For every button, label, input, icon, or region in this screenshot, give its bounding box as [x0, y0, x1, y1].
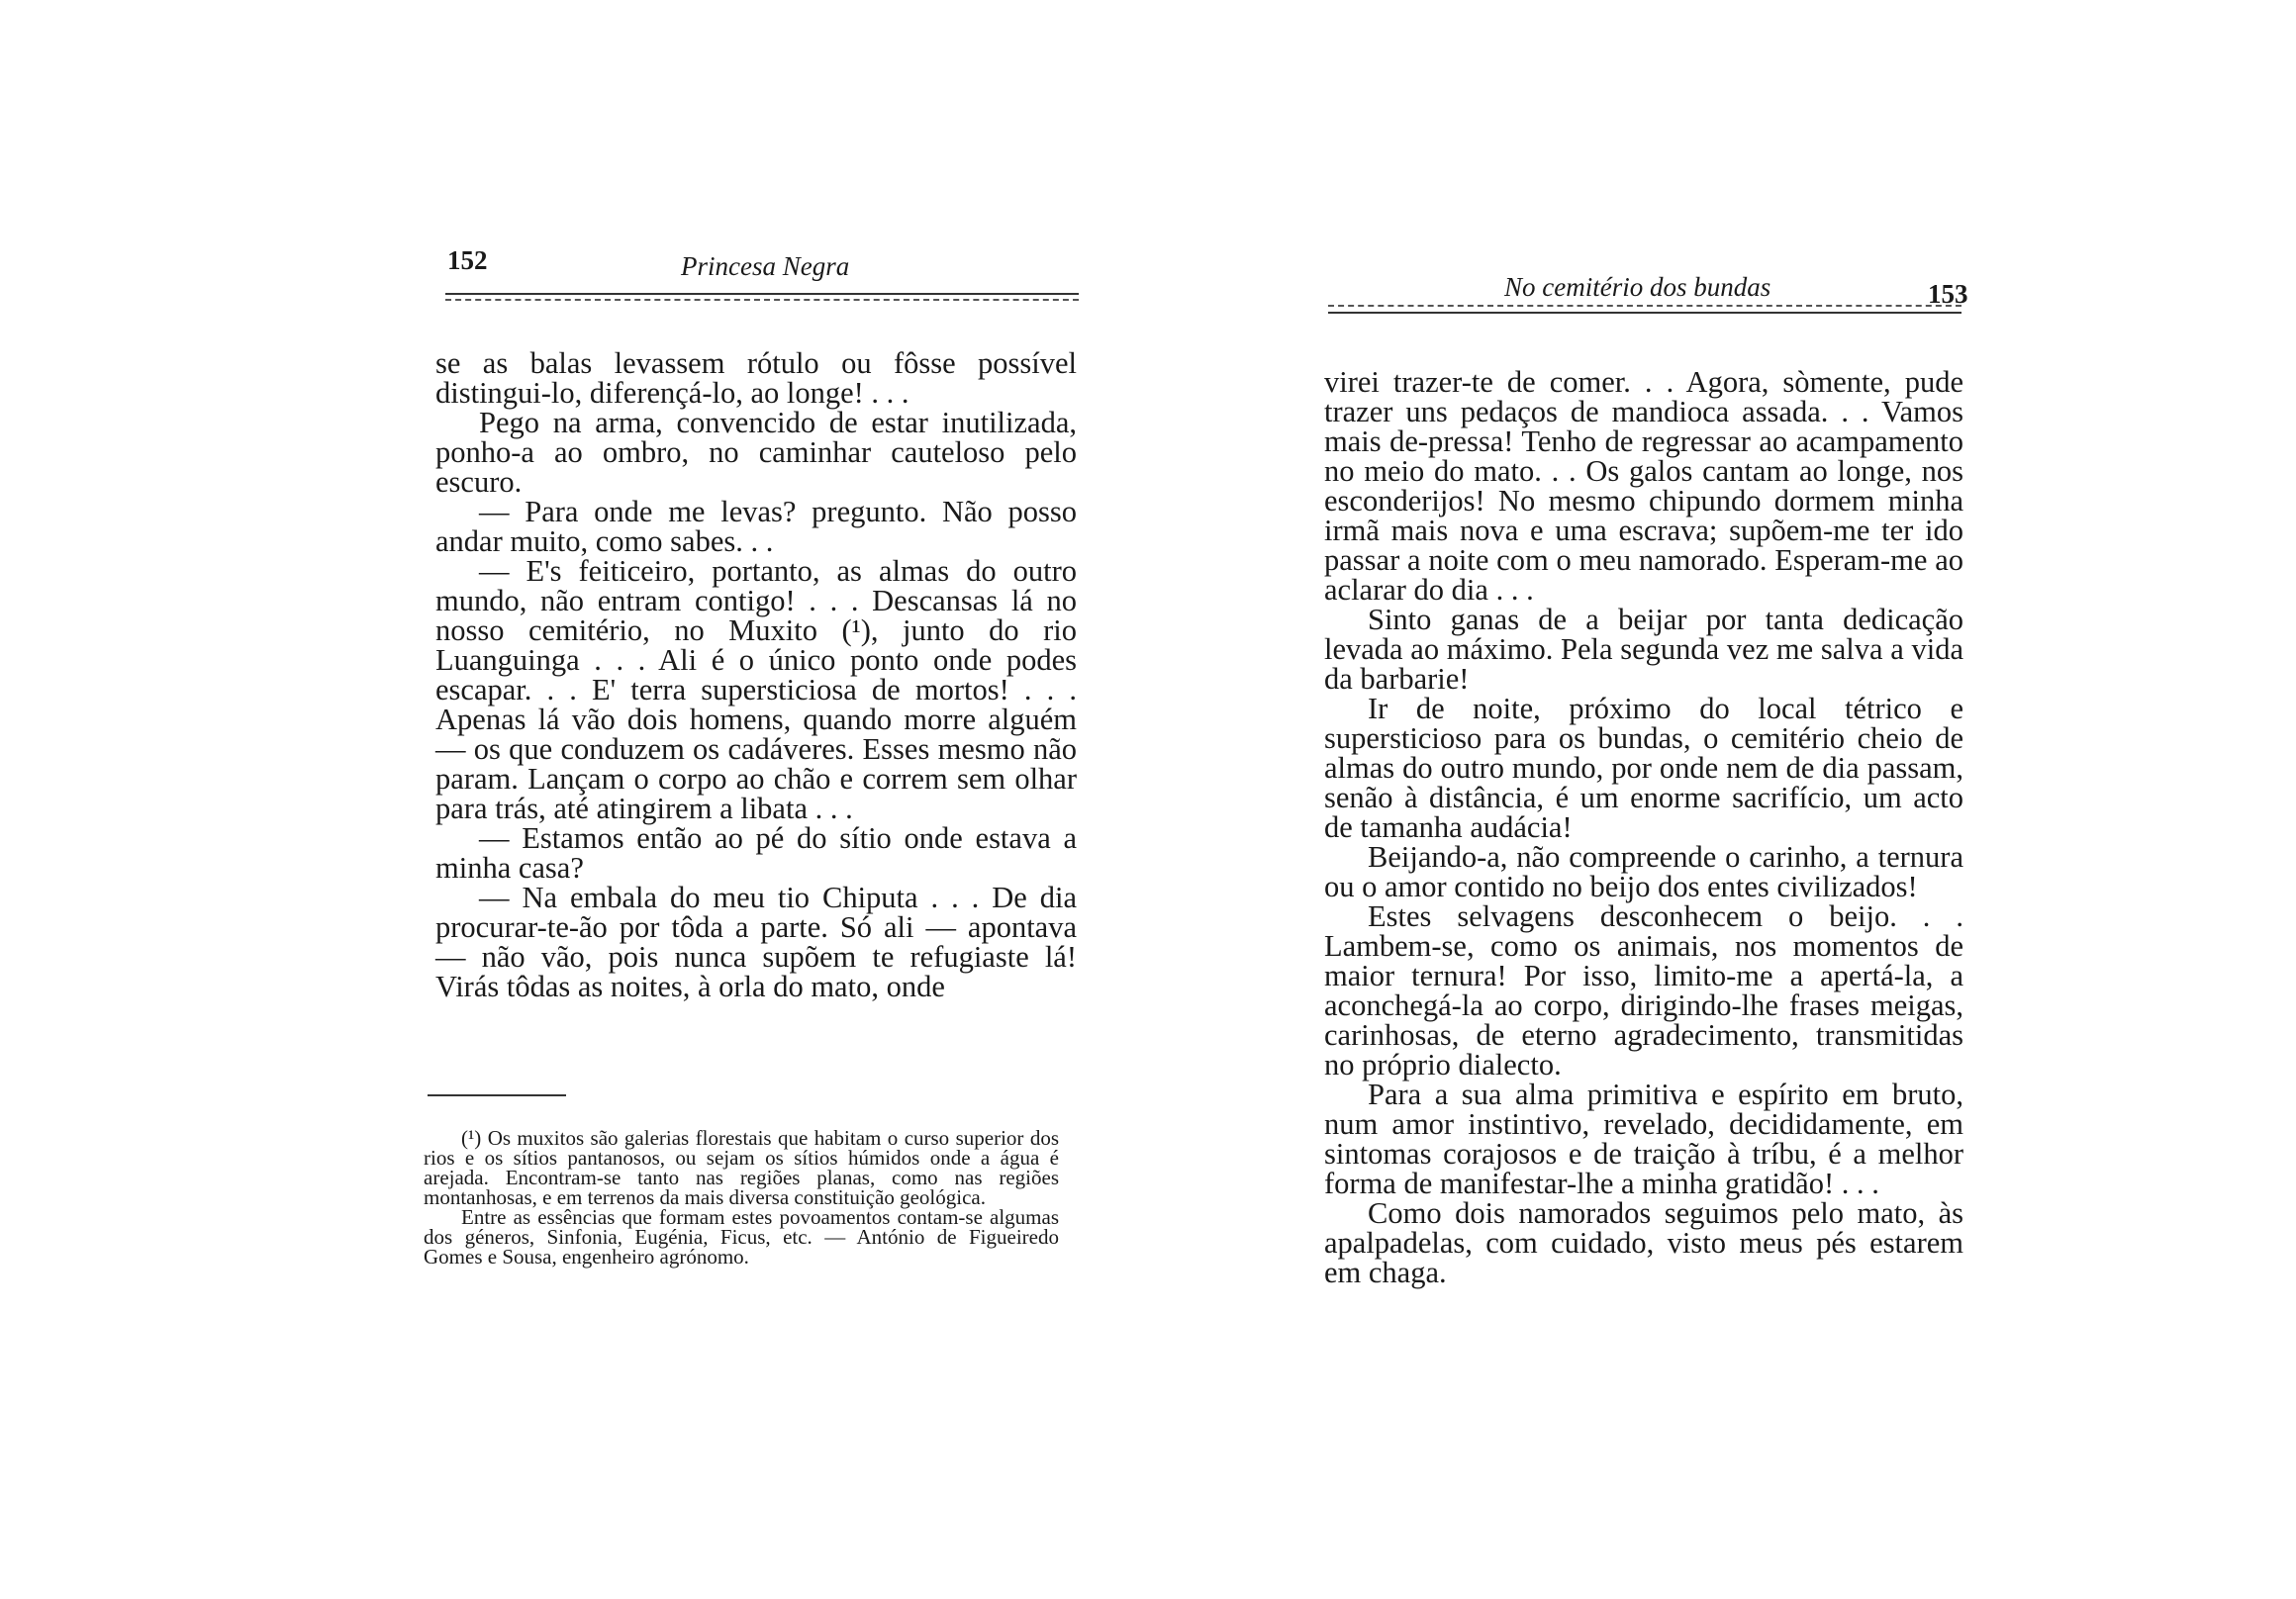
running-head: Princesa Negra	[681, 251, 850, 281]
header-rule-dashed	[445, 299, 1079, 301]
paragraph: — Para onde me levas? pregunto. Não posso andar muito, como sabes. . .	[435, 495, 1077, 558]
paragraph: — Na embala do meu tio Chiputa . . . De dia procurar-te-ão por tôda a parte. Só ali — apontava — não vão, pois nunca supõem te refugiaste lá! Virás tôdas as noites, à orla do mato, onde	[435, 881, 1077, 1003]
paragraph: Sinto ganas de a beijar por tanta dedicação levada ao máximo. Pela segunda vez me salva a vida da barbarie!	[1324, 603, 1963, 696]
paragraph: Como dois namorados seguimos pelo mato, às apalpadelas, com cuidado, visto meus pés estarem em chaga.	[1324, 1196, 1963, 1289]
paragraph: Estes selvagens desconhecem o beijo. . . Lambem-se, como os animais, nos momentos de maior ternura! Por isso, limito-me a apertá-la, a aconchegá-la ao corpo, dirigindo-lhe frases meigas, carinhosas, de eterno agradecimento, transmitidas no próprio dialecto.	[1324, 899, 1963, 1082]
paragraph: Pego na arma, convencido de estar inutilizada, ponho-a ao ombro, no caminhar cauteloso pelo escuro.	[435, 406, 1077, 499]
footnote	[424, 1128, 1059, 1267]
footnote-paragraph: Entre as essências que formam estes povoamentos contam-se algumas dos géneros, Sinfonia, Eugénia, Ficus, etc. — António de Figueiredo Gomes e Sousa, engenheiro agrónomo.	[424, 1205, 1059, 1269]
page-number: 153	[1928, 279, 1968, 309]
body-text	[1324, 367, 1963, 1287]
paragraph: Para a sua alma primitiva e espírito em bruto, num amor instintivo, revelado, decididamente, em sintomas corajosos e de traição à tríbu, é a melhor forma de manifestar-lhe a minha gratidão! . . .	[1324, 1078, 1963, 1200]
paragraph: Beijando-a, não compreende o carinho, a ternura ou o amor contido no beijo dos entes civilizados!	[1324, 840, 1963, 903]
paragraph: Ir de noite, próximo do local tétrico e supersticioso para os bundas, o cemitério cheio de almas do outro mundo, por onde nem de dia passam, senão à distância, é um enorme sacrifício, um acto de tamanha audácia!	[1324, 692, 1963, 844]
footnote-rule	[428, 1094, 566, 1096]
header-rule-dashed	[1328, 305, 1961, 307]
paragraph: — E's feiticeiro, portanto, as almas do outro mundo, não entram contigo! . . . Descansas lá no nosso cemitério, no Muxito (¹), junto do rio Luanguinga . . . Ali é o único ponto onde podes escapar. . . E' terra supersticiosa de mortos! . . . Apenas lá vão dois homens, quando morre alguém — os que conduzem os cadáveres. Esses mesmo não param. Lançam o corpo ao chão e correm sem olhar para trás, até atingirem a libata . . .	[435, 554, 1077, 825]
page-number: 152	[447, 245, 488, 275]
paragraph: virei trazer-te de comer. . . Agora, sòmente, pude trazer uns pedaços de mandioca assada. . . Vamos mais de-pressa! Tenho de regressar ao acampamento no meio do mato. . . Os galos cantam ao longe, nos esconderijos! No mesmo chipundo dormem minha irmã mais nova e uma escrava; supõem-me ter ido passar a noite com o meu namorado. Esperam-me ao aclarar do dia . . .	[1324, 365, 1963, 607]
header-rule	[1328, 312, 1961, 314]
header-rule	[445, 293, 1079, 295]
body-text	[435, 348, 1077, 1001]
paragraph: — Estamos então ao pé do sítio onde estava a minha casa?	[435, 821, 1077, 885]
footnote-paragraph: (¹) Os muxitos são galerias florestais que habitam o curso superior dos rios e os sítios pantanosos, ou sejam os sítios húmidos onde a água é arejada. Encontram-se tanto nas regiões planas, como nas regiões montanhosas, e em terrenos da mais diversa constituição geológica.	[424, 1126, 1059, 1209]
paragraph: se as balas levassem rótulo ou fôsse possível distingui-lo, diferençá-lo, ao longe! . . .	[435, 346, 1077, 410]
running-head: No cemitério dos bundas	[1504, 272, 1771, 302]
